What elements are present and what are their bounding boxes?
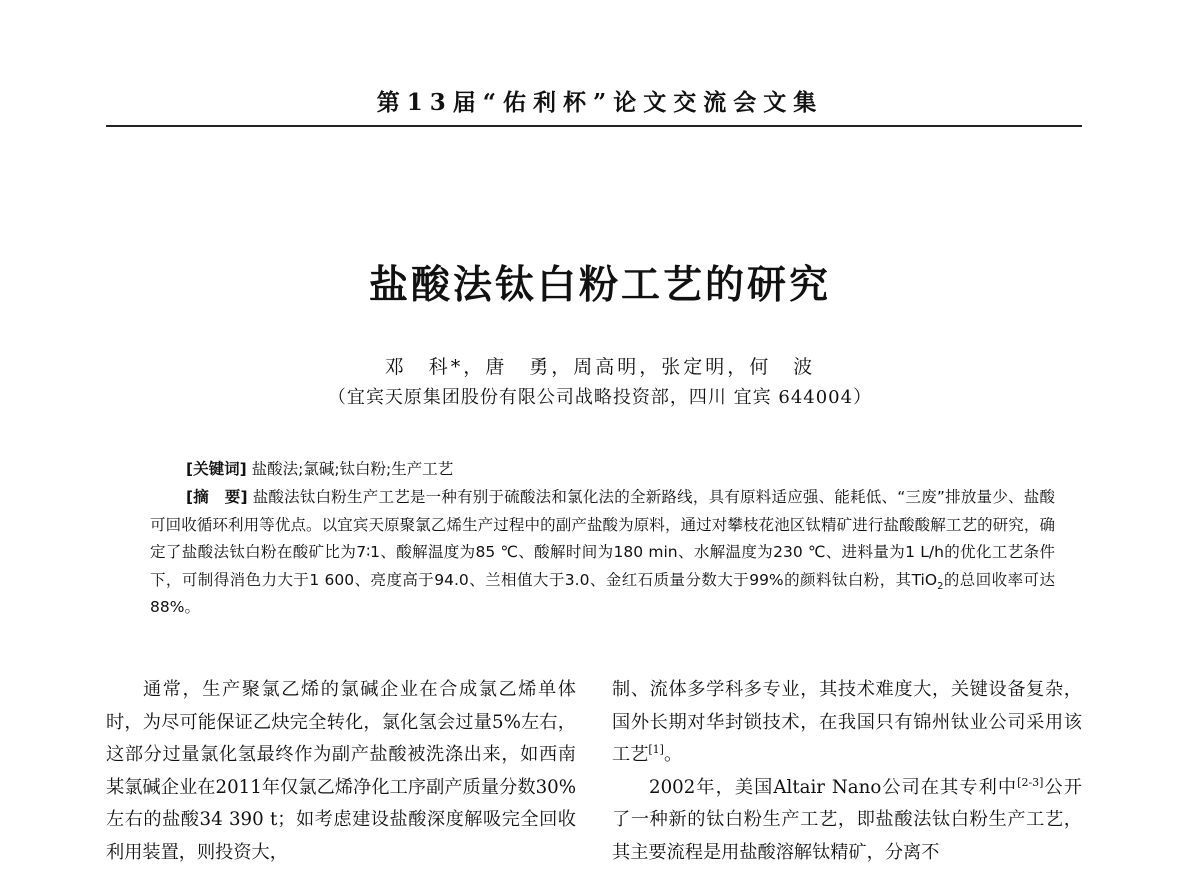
body-paragraph: 通常，生产聚氯乙烯的氯碱企业在合成氯乙烯单体时，为尽可能保证乙炔完全转化，氯化氢会过量5%左右，这部分过量氯化氢最终作为副产盐酸被洗涤出来，如西南某氯碱企业在2011年仅氯乙烯净化工序副产质量分数30%左右的盐酸34 390 t；如考虑建设盐酸深度解吸完全回收利用装置，则投资大， xyxy=(106,679,576,863)
citation-ref: [1] xyxy=(648,743,664,757)
running-header: 第13届“佑利杯”论文交流会文集 xyxy=(376,89,824,116)
keywords-text: 盐酸法;氯碱;钛白粉;生产工艺 xyxy=(246,460,454,478)
abstract-subscript: 2 xyxy=(937,580,944,592)
paragraph-text-end: 。 xyxy=(663,744,683,766)
citation-ref: [2-3] xyxy=(1017,775,1044,789)
paragraph-text-end: 公开了一种新的钛白粉生产工艺，即盐酸法钛白粉生产工艺，其主要流程是用盐酸溶解钛精矿，分离不 xyxy=(612,776,1082,863)
body-paragraph xyxy=(612,674,1082,772)
keywords-label: [关键词] xyxy=(186,460,247,478)
paragraph-text: 2002年，美国Altair Nano公司在其专利中 xyxy=(649,776,1018,798)
abstract-label: [摘 要] xyxy=(186,488,248,506)
header-rule xyxy=(106,125,1082,127)
abstract-text: 盐酸法钛白粉生产工艺是一种有别于硫酸法和氯化法的全新路线，具有原料适应强、能耗低、“三废”排放量少、盐酸可回收循环利用等优点。以宜宾天原聚氯乙烯生产过程中的副产盐酸为原料，通过对攀枝花池区钛精矿进行盐酸酸解工艺的研究，确定了盐酸法钛白粉在酸矿比为7∶1、酸解温度为85 ℃、酸解时间为180 min、水解温度为230 ℃、进料量为1 L/h的优化工艺条件下，可制得消色力大于1 600、亮度高于94.0、兰相值大于3.0、金红石质量分数大于99%的颜料钛白粉，其TiO xyxy=(150,488,1056,589)
author-list: 邓 科*，唐 勇，周高明，张定明，何 波 xyxy=(384,356,816,378)
affiliation: （宜宾天原集团股份有限公司战略投资部，四川 宜宾 644004） xyxy=(327,387,873,408)
abstract xyxy=(150,484,1055,622)
keywords xyxy=(186,457,1066,479)
paper-title: 盐酸法钛白粉工艺的研究 xyxy=(368,263,831,308)
paragraph-text: 制、流体多学科多专业，其技术难度大，关键设备复杂，国外长期对华封锁技术，在我国只有锦州钛业公司采用该工艺 xyxy=(612,679,1082,766)
body-column-left xyxy=(106,674,576,870)
body-column-right xyxy=(612,674,1082,870)
abstract-text-end: 的总回收率可达88%。 xyxy=(150,570,1055,616)
body-paragraph xyxy=(612,772,1082,870)
